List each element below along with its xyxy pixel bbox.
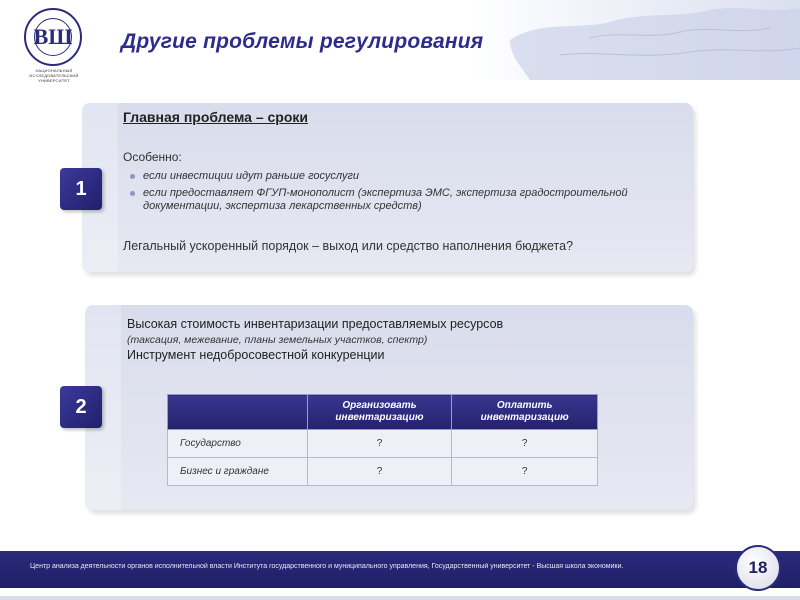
table-header-organize: Организовать инвентаризацию: [307, 395, 452, 430]
header-map-decoration: [470, 0, 800, 80]
footer-text: Центр анализа деятельности органов исполнительной власти Института государственного и муниципального управления, Государственный университет - Высшая школа экономики.: [30, 563, 624, 570]
bottom-divider: [0, 596, 800, 600]
map-icon: [470, 0, 800, 80]
list-item: если инвестиции идут раньше госуслуги: [130, 170, 650, 183]
table-cell: Бизнес и граждане: [168, 458, 308, 486]
panel2-line-3: Инструмент недобросовестной конкуренции: [127, 348, 385, 362]
table-cell: ?: [452, 458, 598, 486]
page-title: Другие проблемы регулирования: [121, 30, 484, 53]
panel1-heading: Главная проблема – сроки: [123, 109, 309, 125]
panel2-line-2: (таксация, межевание, планы земельных участков, спектр): [127, 334, 428, 346]
university-logo: [24, 8, 82, 66]
list-item: если предоставляет ФГУП-монополист (экспертиза ЭМС, экспертиза градостроительной документации, экспертиза лекарственных средств): [130, 187, 650, 213]
inventory-table: [167, 394, 598, 486]
logo-caption: НАЦИОНАЛЬНЫЙ ИССЛЕДОВАТЕЛЬСКИЙ УНИВЕРСИТЕТ: [29, 68, 79, 83]
number-badge-1: 1: [60, 168, 102, 210]
footer-bar: [0, 551, 800, 588]
table-cell: Государство: [168, 430, 308, 458]
panel1-footer-text: Легальный ускоренный порядок – выход или средство наполнения бюджета?: [123, 239, 574, 253]
number-badge-2: 2: [60, 386, 102, 428]
panel1-especially-label: Особенно:: [123, 150, 182, 164]
panel2-line-1: Высокая стоимость инвентаризации предоставляемых ресурсов: [127, 317, 504, 331]
table-header-empty: [168, 395, 308, 430]
logo-monogram: ВШ: [34, 18, 72, 56]
table-cell: ?: [452, 430, 598, 458]
table-cell: ?: [307, 430, 452, 458]
table-cell: ?: [307, 458, 452, 486]
panel1-bullet-list: [130, 170, 650, 217]
table-header-row: [168, 395, 598, 430]
table-row: [168, 458, 598, 486]
page-number-badge: 18: [735, 545, 781, 591]
table-row: [168, 430, 598, 458]
table-header-pay: Оплатить инвентаризацию: [452, 395, 598, 430]
